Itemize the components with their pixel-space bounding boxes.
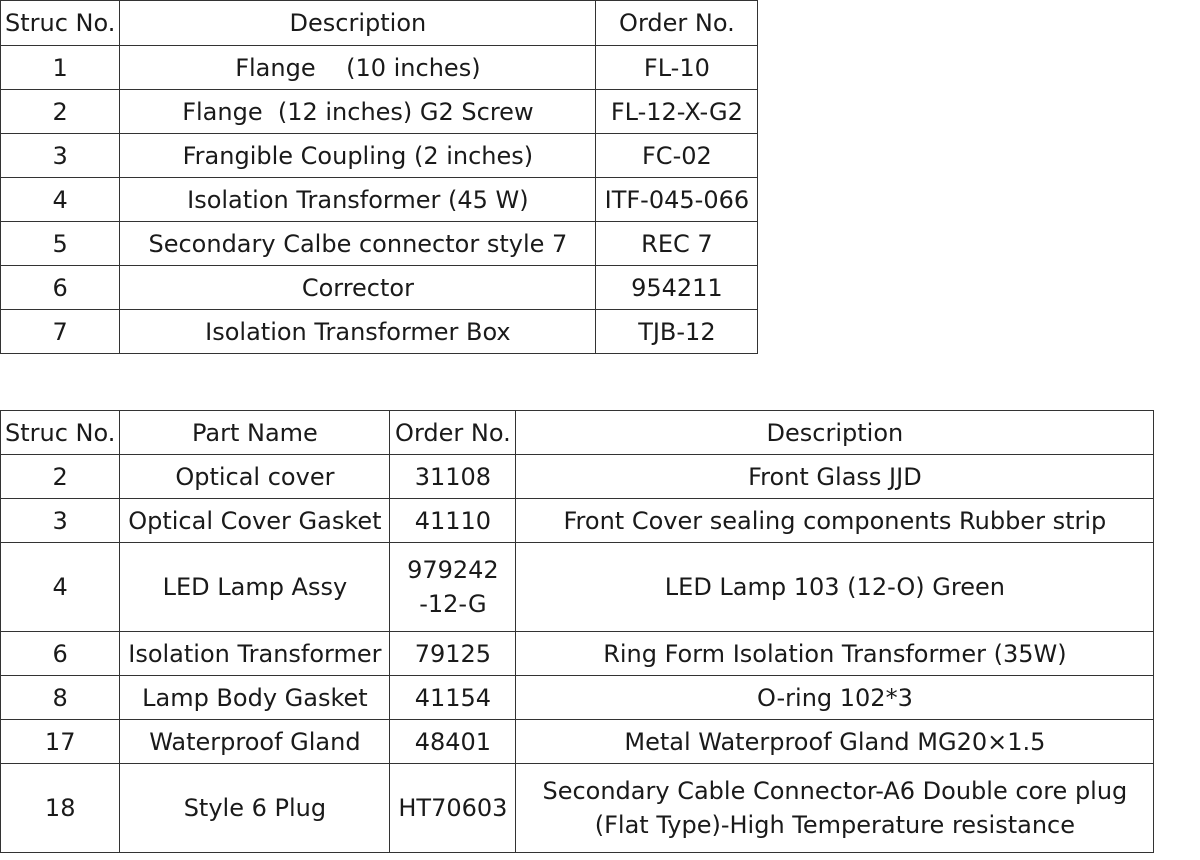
table-header-row <box>1 1 758 46</box>
cell-description: Isolation Transformer Box <box>120 310 596 354</box>
cell-description: Frangible Coupling (2 inches) <box>120 134 596 178</box>
table-row <box>1 134 758 178</box>
header-description: Description <box>516 411 1154 455</box>
table-row <box>1 90 758 134</box>
cell-struc-no: 18 <box>1 764 120 853</box>
cell-struc-no: 7 <box>1 310 120 354</box>
cell-order-no: 48401 <box>390 720 516 764</box>
cell-order-no: HT70603 <box>390 764 516 853</box>
cell-struc-no: 3 <box>1 499 120 543</box>
cell-part-name: Waterproof Gland <box>120 720 390 764</box>
table-row <box>1 720 1154 764</box>
cell-struc-no: 3 <box>1 134 120 178</box>
header-order-no: Order No. <box>390 411 516 455</box>
cell-description: Secondary Calbe connector style 7 <box>120 222 596 266</box>
cell-struc-no: 8 <box>1 676 120 720</box>
table-row <box>1 266 758 310</box>
lamp-parts-table <box>0 410 1154 853</box>
cell-order-no: 954211 <box>596 266 758 310</box>
cell-part-name: Optical cover <box>120 455 390 499</box>
table-row <box>1 764 1154 853</box>
cell-description: LED Lamp 103 (12-O) Green <box>516 543 1154 632</box>
table-row <box>1 543 1154 632</box>
cell-part-name: Lamp Body Gasket <box>120 676 390 720</box>
table-row <box>1 310 758 354</box>
table-row <box>1 178 758 222</box>
cell-order-no: FL-12-X-G2 <box>596 90 758 134</box>
parts-table-structure <box>0 0 758 354</box>
cell-part-name: Style 6 Plug <box>120 764 390 853</box>
cell-description: Secondary Cable Connector-A6 Double core plug (Flat Type)-High Temperature resistance <box>516 764 1154 853</box>
cell-struc-no: 17 <box>1 720 120 764</box>
cell-part-name: LED Lamp Assy <box>120 543 390 632</box>
cell-description: Front Cover sealing components Rubber strip <box>516 499 1154 543</box>
table-row <box>1 222 758 266</box>
cell-description: Ring Form Isolation Transformer (35W) <box>516 632 1154 676</box>
cell-order-no: FL-10 <box>596 46 758 90</box>
cell-description: Isolation Transformer (45 W) <box>120 178 596 222</box>
header-struc-no: Struc No. <box>1 411 120 455</box>
cell-struc-no: 6 <box>1 632 120 676</box>
cell-order-no: ITF-045-066 <box>596 178 758 222</box>
cell-struc-no: 4 <box>1 178 120 222</box>
cell-order-no: 79125 <box>390 632 516 676</box>
header-part-name: Part Name <box>120 411 390 455</box>
cell-order-no: 41110 <box>390 499 516 543</box>
cell-order-no: TJB-12 <box>596 310 758 354</box>
header-description: Description <box>120 1 596 46</box>
cell-description: Metal Waterproof Gland MG20×1.5 <box>516 720 1154 764</box>
cell-struc-no: 2 <box>1 90 120 134</box>
cell-order-no: 979242 -12-G <box>390 543 516 632</box>
cell-description: Corrector <box>120 266 596 310</box>
table-row <box>1 632 1154 676</box>
cell-order-no: REC 7 <box>596 222 758 266</box>
cell-order-no: FC-02 <box>596 134 758 178</box>
cell-description: Flange (10 inches) <box>120 46 596 90</box>
cell-description: O-ring 102*3 <box>516 676 1154 720</box>
header-order-no: Order No. <box>596 1 758 46</box>
header-struc-no: Struc No. <box>1 1 120 46</box>
table-row <box>1 499 1154 543</box>
cell-order-no: 41154 <box>390 676 516 720</box>
cell-struc-no: 4 <box>1 543 120 632</box>
table-row <box>1 46 758 90</box>
cell-struc-no: 5 <box>1 222 120 266</box>
cell-part-name: Isolation Transformer <box>120 632 390 676</box>
cell-struc-no: 6 <box>1 266 120 310</box>
table-row <box>1 676 1154 720</box>
table-row <box>1 455 1154 499</box>
table-header-row <box>1 411 1154 455</box>
cell-struc-no: 2 <box>1 455 120 499</box>
cell-description: Front Glass JJD <box>516 455 1154 499</box>
cell-part-name: Optical Cover Gasket <box>120 499 390 543</box>
cell-order-no: 31108 <box>390 455 516 499</box>
cell-description: Flange (12 inches) G2 Screw <box>120 90 596 134</box>
cell-struc-no: 1 <box>1 46 120 90</box>
